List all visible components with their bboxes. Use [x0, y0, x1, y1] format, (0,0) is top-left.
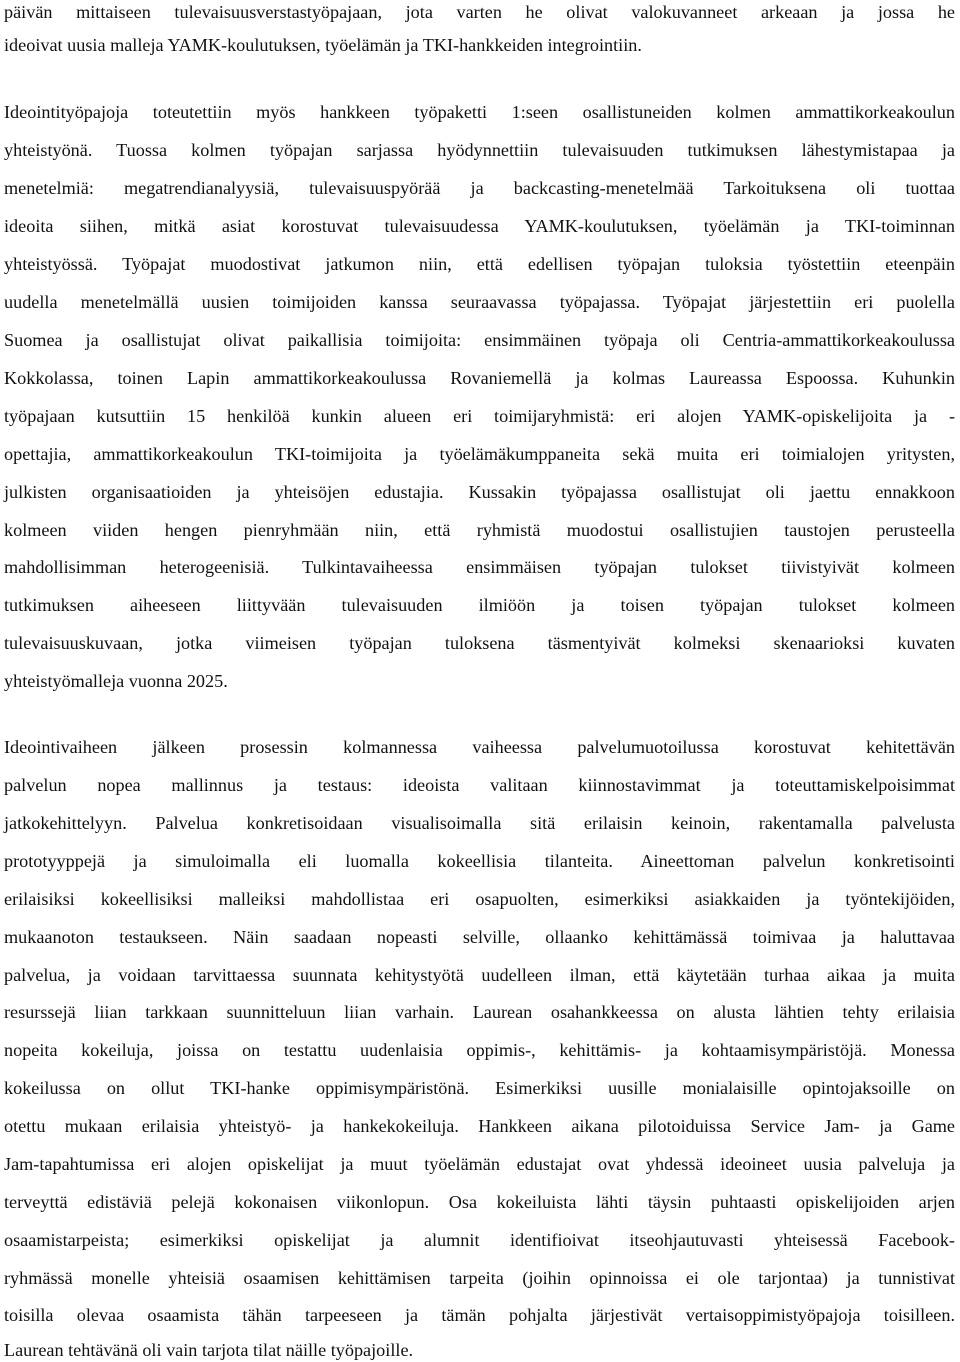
text-line: Kokkolassa, toinen Lapin ammattikorkeakoulussa Rovaniemellä ja kolmas Laureassa Espoossa. Kuhunkin	[4, 368, 955, 388]
text-line: kolmeen viiden hengen pienryhmään niin, että ryhmistä muodostui osallistujien taustojen perusteella	[4, 520, 955, 540]
text-line: ryhmässä monelle yhteisiä osaamisen kehittämisen tarpeita (joihin opinnoissa ei ole tarjontaa) ja tunnistivat	[4, 1268, 955, 1288]
text-line: erilaisiksi kokeellisiksi malleiksi mahdollistaa eri osapuolten, esimerkiksi asiakkaiden ja työntekijöiden,	[4, 889, 955, 909]
text-line: Suomea ja osallistujat olivat paikallisia toimijoita: ensimmäinen työpaja oli Centria-ammattikorkeakoulussa	[4, 330, 955, 350]
text-line: menetelmiä: megatrendianalyysiä, tulevaisuuspyörää ja backcasting-menetelmää Tarkoituksena oli tuottaa	[4, 178, 955, 198]
text-line: ideoivat uusia malleja YAMK-koulutuksen, työelämän ja TKI-hankkeiden integrointiin.	[4, 35, 642, 55]
text-line: otettu mukaan erilaisia yhteistyö- ja hankekokeiluja. Hankkeen aikana pilotoiduissa Service Jam- ja Game	[4, 1116, 955, 1136]
text-line: yhteistyössä. Työpajat muodostivat jatkumon niin, että edellisen työpajan tuloksia työstettiin eteenpäin	[4, 254, 955, 274]
text-line: terveyttä edistäviä pelejä kokonaisen viikonlopun. Osa kokeiluista lähti täysin puhtaasti opiskelijoiden arjen	[4, 1192, 955, 1212]
text-line: päivän mittaiseen tulevaisuusverstastyöpajaan, jota varten he olivat valokuvanneet arkeaan ja jossa he	[4, 2, 955, 22]
text-line: toisilla olevaa osaamista tähän tarpeeseen ja tämän pohjalta järjestivät vertaisoppimistyöpajoja toisilleen.	[4, 1305, 955, 1325]
text-line: kokeilussa on ollut TKI-hanke oppimisympäristönä. Esimerkiksi uusille monialaisille opintojaksoille on	[4, 1078, 955, 1098]
text-line: nopeita kokeiluja, joissa on testattu uudenlaisia oppimis-, kehittämis- ja kohtaamisympäristöjä. Monessa	[4, 1040, 955, 1060]
text-line: uudella menetelmällä uusien toimijoiden kanssa seuraavassa työpajassa. Työpajat järjestettiin eri puolella	[4, 292, 955, 312]
text-line: palvelua, ja voidaan tarvittaessa suunnata kehitystyötä uudelleen ilman, että käytetään turhaa aikaa ja muita	[4, 965, 955, 985]
text-line: Jam-tapahtumissa eri alojen opiskelijat ja muut työelämän edustajat ovat yhdessä ideoineet uusia palveluja ja	[4, 1154, 955, 1174]
text-line: Laurean tehtävänä oli vain tarjota tilat näille työpajoille.	[4, 1340, 414, 1360]
text-line: Ideointivaiheen jälkeen prosessin kolmannessa vaiheessa palvelumuotoilussa korostuvat kehitettävän	[4, 737, 955, 757]
text-line: resurssejä liian tarkkaan suunnitteluun liian varhain. Laurean osahankkeessa on alusta lähtien tehty erilaisia	[4, 1002, 955, 1022]
text-line: julkisten organisaatioiden ja yhteisöjen edustajia. Kussakin työpajassa osallistujat oli jaettu ennakkoon	[4, 482, 955, 502]
text-line: prototyyppejä ja simuloimalla eli luomalla kokeellisia tilanteita. Aineettoman palvelun konkretisointi	[4, 851, 955, 871]
text-line: opettajia, ammattikorkeakoulun TKI-toimijoita ja työelämäkumppaneita sekä muita eri toimialojen yritysten,	[4, 444, 955, 464]
text-line: osaamistarpeista; esimerkiksi opiskelijat ja alumnit identifioivat itseohjautuvasti yhteisessä Facebook-	[4, 1230, 955, 1250]
text-line: palvelun nopea mallinnus ja testaus: ideoista valitaan kiinnostavimmat ja toteuttamiskelpoisimmat	[4, 775, 955, 795]
text-line: jatkokehittelyyn. Palvelua konkretisoidaan visualisoimalla sitä erilaisin keinoin, rakentamalla palvelusta	[4, 813, 955, 833]
text-line: tutkimuksen aiheeseen liittyvään tulevaisuuden ilmiöön ja toisen työpajan tulokset kolmeen	[4, 595, 955, 615]
text-line: ideoita siihen, mitkä asiat korostuvat tulevaisuudessa YAMK-koulutuksen, työelämän ja TKI-toiminnan	[4, 216, 955, 236]
text-line: mahdollisimman heterogeenisiä. Tulkintavaiheessa ensimmäisen työpajan tulokset tiivistyivät kolmeen	[4, 557, 955, 577]
text-line: yhteistyönä. Tuossa kolmen työpajan sarjassa hyödynnettiin tulevaisuuden tutkimuksen lähestymistapaa ja	[4, 140, 955, 160]
text-line: Ideointityöpajoja toteutettiin myös hankkeen työpaketti 1:seen osallistuneiden kolmen ammattikorkeakoulun	[4, 102, 955, 122]
text-line: työpajaan kutsuttiin 15 henkilöä kunkin alueen eri toimijaryhmistä: eri alojen YAMK-opiskelijoita ja -	[4, 406, 955, 426]
text-line: yhteistyömalleja vuonna 2025.	[4, 671, 228, 691]
text-line: mukaanoton testaukseen. Näin saadaan nopeasti selville, ollaanko kehittämässä toimivaa ja haluttavaa	[4, 927, 955, 947]
text-line: tulevaisuuskuvaan, jotka viimeisen työpajan tuloksena täsmentyivät kolmeksi skenaarioksi kuvaten	[4, 633, 955, 653]
